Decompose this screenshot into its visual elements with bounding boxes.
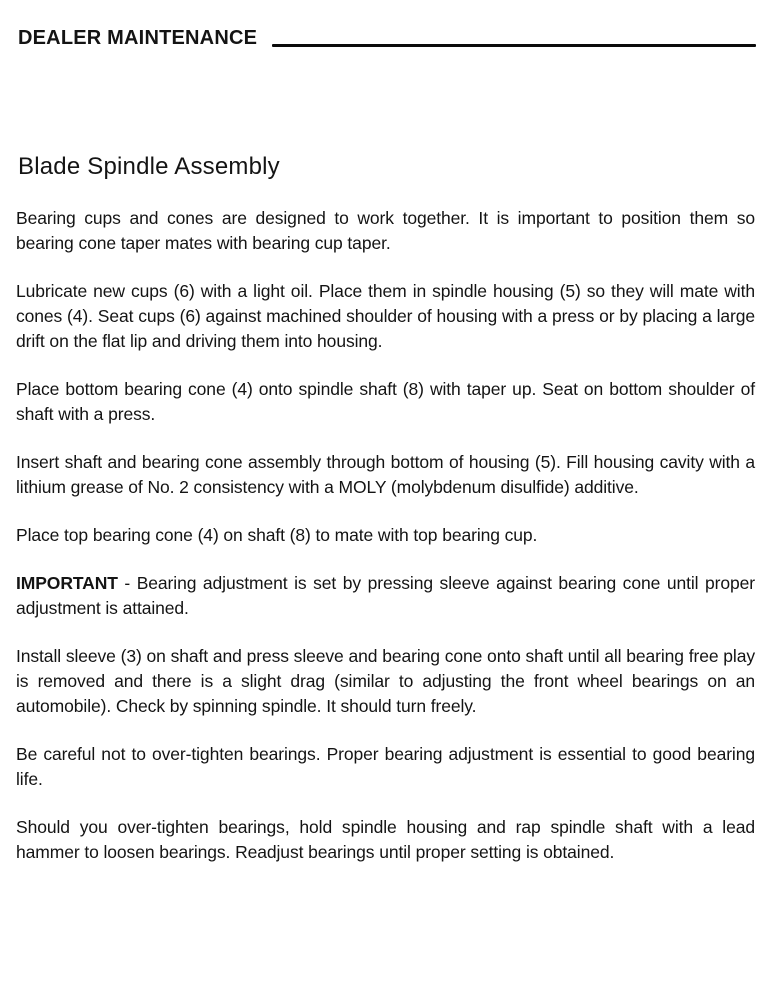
document-body (16, 206, 755, 865)
paragraph-bearing-cups: Bearing cups and cones are designed to work together. It is important to position them so bearing cone taper mates with bearing cup taper. (16, 208, 755, 253)
paragraph-top-cone: Place top bearing cone (4) on shaft (8) to mate with top bearing cup. (16, 525, 538, 545)
paragraph-insert-shaft: Insert shaft and bearing cone assembly through bottom of housing (5). Fill housing cavity with a lithium grease of No. 2 consistency with a MOLY (molybdenum disulfide) additive. (16, 452, 755, 497)
paragraph-install-sleeve: Install sleeve (3) on shaft and press sleeve and bearing cone onto shaft until all bearing free play is removed and there is a slight drag (similar to adjusting the front wheel bearings on an automobile). Check by spinning spindle. It should turn freely. (16, 646, 755, 716)
important-label: IMPORTANT (16, 573, 118, 593)
header-rule (272, 44, 756, 47)
paragraph-lubricate-cups: Lubricate new cups (6) with a light oil. Place them in spindle housing (5) so they will mate with cones (4). Seat cups (6) against machined shoulder of housing with a press or by placing a large drift on the flat lip and driving them into housing. (16, 281, 755, 351)
paragraph-important-note (16, 571, 755, 621)
important-text: - Bearing adjustment is set by pressing sleeve against bearing cone until proper adjustment is attained. (16, 573, 755, 618)
page-header (18, 0, 756, 48)
section-title: Blade Spindle Assembly (18, 153, 280, 180)
header-title: DEALER MAINTENANCE (18, 27, 258, 49)
paragraph-bottom-cone: Place bottom bearing cone (4) onto spindle shaft (8) with taper up. Seat on bottom shoulder of shaft with a press. (16, 379, 755, 424)
paragraph-loosen-bearings: Should you over-tighten bearings, hold spindle housing and rap spindle shaft with a lead hammer to loosen bearings. Readjust bearings until proper setting is obtained. (16, 817, 755, 862)
paragraph-careful-overtighten: Be careful not to over-tighten bearings. Proper bearing adjustment is essential to good bearing life. (16, 744, 755, 789)
